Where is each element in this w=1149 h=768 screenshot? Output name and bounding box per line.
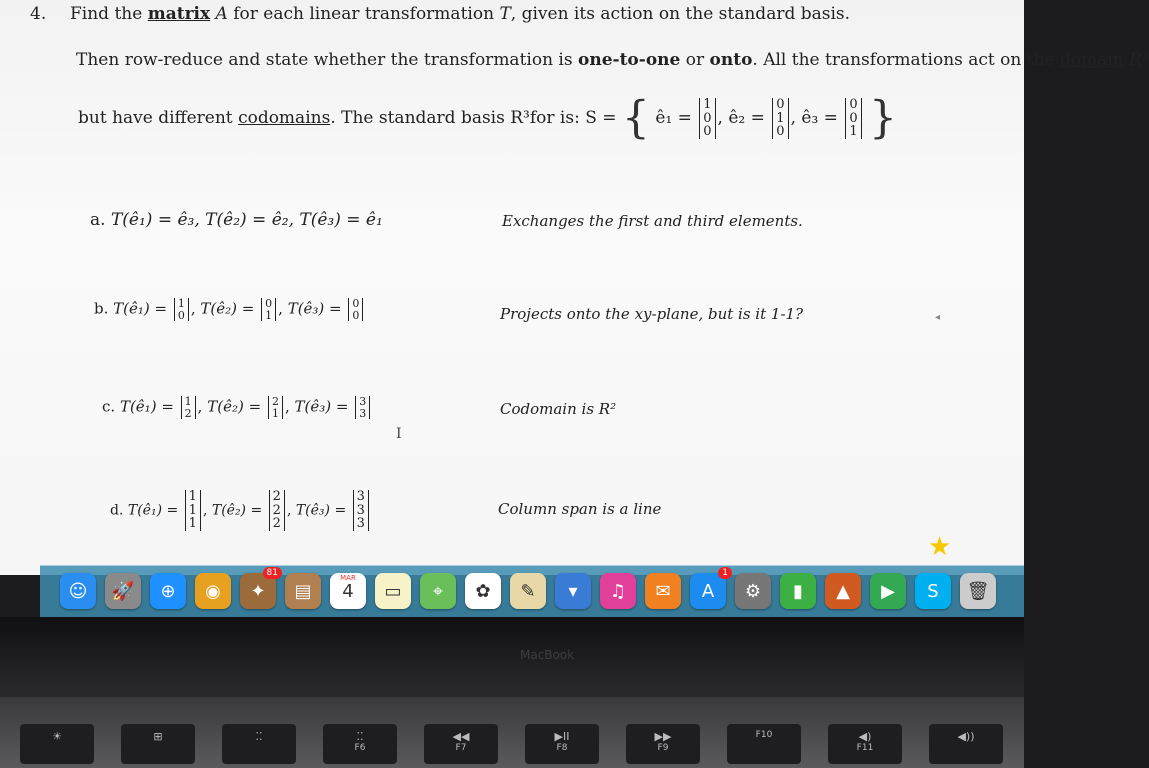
var-T: T — [499, 4, 511, 24]
function-key[interactable] — [222, 724, 296, 764]
vector-entry: 1 — [271, 406, 279, 420]
column-vector — [181, 396, 196, 419]
notes-glyph: ▭ — [384, 580, 402, 602]
notes-icon[interactable] — [375, 573, 411, 609]
key-label: F6 — [354, 743, 366, 753]
vector-entry: 3 — [359, 406, 367, 420]
skype-glyph: S — [927, 580, 939, 602]
keyword-codomains: codomains — [238, 107, 331, 128]
part-expression: T(ê₂) = — [200, 299, 255, 318]
photos-app-glyph: ✦ — [250, 580, 266, 602]
vector-entry: 2 — [272, 489, 281, 504]
textedit-glyph: ✎ — [520, 580, 536, 602]
key-label: F9 — [657, 743, 669, 753]
text-fragment: or — [680, 50, 710, 70]
vector-entry: 3 — [356, 489, 365, 504]
textedit-icon[interactable] — [510, 573, 546, 609]
photos-icon[interactable] — [465, 573, 501, 609]
stray-mark: ◂ — [935, 312, 941, 323]
part-a-description: Exchanges the first and third elements. — [502, 212, 803, 230]
notification-badge: 1 — [718, 567, 732, 579]
part-d: d. T(ê₁) = 1 1 1 , T(ê₂) = 2 2 2 , T(ê₃) = 3 3 3 — [110, 490, 371, 531]
finder-icon[interactable] — [60, 573, 96, 609]
calendar-icon[interactable] — [330, 573, 366, 609]
column-vector — [185, 490, 201, 531]
keyword-one-to-one: one-to-one — [578, 50, 681, 70]
vector-entry: 0 — [776, 97, 785, 112]
function-key[interactable] — [727, 724, 801, 764]
key-symbol: ◀)) — [957, 730, 975, 743]
vector-entry: 1 — [188, 502, 197, 518]
vector-entry: 0 — [703, 124, 712, 140]
safari-icon[interactable] — [150, 573, 186, 609]
vector-entry: 3 — [356, 516, 365, 532]
ibooks-glyph: ✉ — [655, 580, 671, 602]
part-expression: T(ê₃) = — [295, 502, 347, 519]
trash-icon[interactable] — [960, 573, 996, 609]
part-expression: T(ê₁) = — [113, 299, 168, 318]
part-label: d. — [110, 502, 124, 519]
dock — [60, 567, 996, 615]
function-key[interactable] — [121, 724, 195, 764]
function-key[interactable] — [929, 724, 1003, 764]
vector-entry: 2 — [272, 502, 281, 518]
part-expression: T(ê₁) = ê₃, T(ê₂) = ê₂, T(ê₃) = ê₁ — [110, 210, 383, 230]
part-expression: T(ê₂) = — [211, 502, 263, 519]
column-vector — [269, 490, 285, 531]
app-store-glyph: A — [701, 580, 715, 602]
column-vector — [355, 396, 370, 419]
column-vector — [268, 396, 283, 419]
basis-e3-label: ê₃ = — [801, 107, 838, 128]
vector-entry: 2 — [272, 516, 281, 532]
key-label: F8 — [556, 743, 568, 753]
launchpad-glyph: 🚀 — [111, 580, 135, 602]
function-key[interactable] — [323, 724, 397, 764]
key-label: F11 — [856, 743, 874, 753]
vector-entry: 1 — [849, 124, 858, 140]
text-fragment: Find the — [70, 4, 148, 24]
right-brace-icon: } — [869, 92, 898, 144]
text-fragment: for each linear transformation — [227, 4, 500, 24]
column-vector — [348, 298, 363, 321]
matlab-glyph: ▲ — [836, 580, 850, 602]
function-key[interactable] — [424, 724, 498, 764]
vector-entry: 3 — [356, 502, 365, 518]
part-expression: T(ê₂) = — [207, 397, 262, 416]
vector-entry: 1 — [703, 97, 712, 112]
launchpad-icon[interactable] — [105, 573, 141, 609]
photos-glyph: ✿ — [475, 580, 491, 602]
finder-glyph: ☺ — [68, 580, 88, 602]
app-store-icon[interactable] — [690, 568, 728, 609]
basis-e1-label: ê₁ = — [655, 107, 692, 128]
vector-entry: 0 — [849, 97, 858, 112]
basis-e1-vector — [699, 98, 715, 139]
part-label: b. — [94, 299, 109, 318]
itunes-glyph: ♫ — [609, 580, 627, 602]
part-c-description: Codomain is R² — [500, 400, 617, 418]
keynote-icon[interactable] — [555, 573, 591, 609]
function-key[interactable] — [525, 724, 599, 764]
key-symbol: ⁚⁚ — [255, 730, 263, 743]
key-label: F10 — [755, 730, 773, 740]
part-expression: T(ê₁) = — [127, 502, 179, 519]
part-c: c. T(ê₁) = 1 2 , T(ê₂) = 2 1 , T(ê₃) = 3 3 — [102, 396, 372, 419]
system-preferences-glyph: ⚙ — [744, 580, 762, 602]
vector-entry: 0 — [352, 297, 360, 310]
key-symbol: ◀◀ — [452, 730, 470, 743]
matlab-icon[interactable] — [825, 573, 861, 609]
part-b: b. T(ê₁) = 1 0 , T(ê₂) = 0 1 , T(ê₃) = 0 0 — [94, 298, 365, 321]
column-vector — [261, 298, 276, 321]
vector-entry: 0 — [352, 308, 360, 322]
vector-entry: 0 — [265, 297, 273, 310]
key-symbol: ⁚⁚ — [356, 730, 364, 743]
maps-glyph: ⌖ — [432, 580, 444, 602]
itunes-icon[interactable] — [600, 573, 636, 609]
photos-app-icon[interactable] — [240, 568, 278, 609]
var-R3: R³ — [1123, 50, 1149, 70]
ibooks-icon[interactable] — [645, 573, 681, 609]
vector-entry: 2 — [184, 406, 192, 420]
part-a — [90, 210, 383, 230]
text-fragment: but have different — [78, 107, 239, 128]
part-b-description: Projects onto the xy-plane, but is it 1-1? — [500, 305, 804, 323]
function-key[interactable] — [828, 724, 902, 764]
part-expression: T(ê₃) = — [287, 299, 342, 318]
vector-entry: 0 — [849, 110, 858, 126]
problem-statement-line2 — [76, 50, 1149, 70]
text-fragment: . The standard basis R³for is: S = — [330, 107, 622, 128]
calendar-glyph: 4 — [342, 580, 354, 602]
problem-statement-line1 — [70, 4, 850, 24]
text-cursor-icon: I — [396, 426, 402, 442]
keyword-matrix: matrix — [147, 4, 211, 24]
vector-entry: 1 — [776, 110, 785, 126]
maps-icon[interactable] — [420, 573, 456, 609]
basis-e2-label: ê₂ = — [728, 107, 765, 128]
numbers-glyph: ▮ — [793, 580, 803, 602]
part-d-description: Column span is a line — [498, 500, 662, 518]
chrome-glyph: ◉ — [205, 580, 221, 602]
calendar-month: MAR — [340, 574, 356, 582]
key-symbol: ☀ — [52, 730, 62, 743]
vector-entry: 1 — [188, 489, 197, 504]
part-label: c. — [102, 397, 116, 416]
problem-number: 4. — [30, 4, 47, 24]
basis-e3-vector — [845, 98, 861, 139]
part-label: a. — [90, 210, 106, 230]
function-key[interactable] — [626, 724, 700, 764]
trash-glyph: 🗑 — [966, 580, 990, 602]
function-key[interactable] — [20, 724, 94, 764]
var-A: A — [210, 4, 228, 24]
key-symbol: ◀) — [858, 730, 872, 743]
vector-entry: 0 — [776, 124, 785, 140]
vector-entry: 1 — [184, 395, 192, 408]
vector-entry: 0 — [703, 110, 712, 126]
text-fragment: . All the transformations act on the — [752, 50, 1060, 70]
chrome-icon[interactable] — [195, 573, 231, 609]
numbers-icon[interactable] — [780, 573, 816, 609]
skype-icon[interactable] — [915, 573, 951, 609]
vector-entry: 1 — [188, 516, 197, 532]
vector-entry: 3 — [359, 395, 367, 408]
key-symbol: ▶▶ — [654, 730, 672, 743]
left-brace-icon: { — [621, 92, 650, 144]
part-expression: T(ê₁) = — [119, 397, 174, 416]
laptop-bezel — [0, 617, 1024, 697]
facetime-icon[interactable] — [870, 573, 906, 609]
facetime-glyph: ▶ — [881, 580, 895, 602]
vector-entry: 0 — [177, 308, 185, 322]
key-symbol: ⊞ — [153, 730, 163, 743]
star-icon: ★ — [928, 532, 952, 562]
column-vector — [353, 490, 369, 531]
contacts-glyph: ▤ — [294, 580, 312, 602]
keyword-domain: domain — [1060, 50, 1124, 70]
basis-e2-vector — [772, 98, 788, 139]
key-label: F7 — [455, 743, 467, 753]
laptop-brand: MacBook — [520, 648, 575, 662]
system-preferences-icon[interactable] — [735, 573, 771, 609]
contacts-icon[interactable] — [285, 573, 321, 609]
keyword-onto: onto — [709, 50, 753, 70]
keynote-glyph: ▾ — [568, 580, 578, 602]
vector-entry: 1 — [265, 308, 273, 322]
key-symbol: ▶II — [554, 730, 570, 743]
vector-entry: 2 — [271, 395, 279, 408]
safari-glyph: ⊕ — [160, 580, 176, 602]
text-fragment: , given its action on the standard basis. — [510, 4, 851, 24]
vector-entry: 1 — [177, 297, 185, 310]
column-vector — [174, 298, 189, 321]
part-expression: T(ê₃) = — [294, 397, 349, 416]
text-fragment: Then row-reduce and state whether the transformation is — [76, 50, 578, 70]
problem-statement-line3: but have different codomains. The standard basis R³for is: S = { ê₁ = 1 0 0 , ê₂ = 0 1 0 , ê₃ = 0 0 1 } — [78, 92, 898, 144]
notification-badge: 81 — [263, 567, 282, 579]
